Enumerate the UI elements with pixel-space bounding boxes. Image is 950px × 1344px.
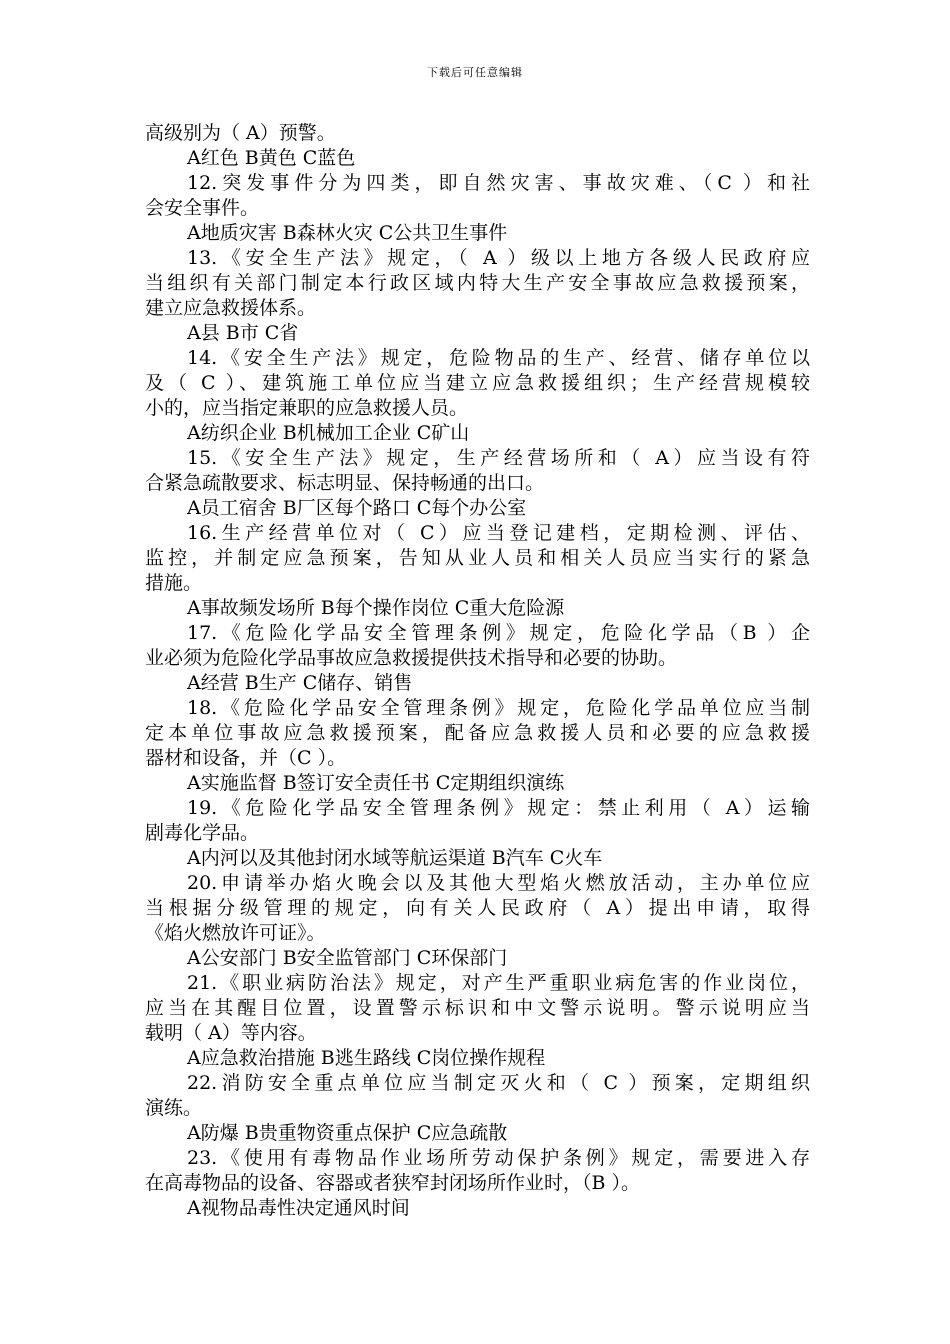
text-line: A视物品毒性决定通风时间 <box>187 1197 410 1219</box>
text-line: A实施监督 B签订安全责任书 C定期组织演练 <box>187 772 565 794</box>
text-line: 15.《安全生产法》规定，生产经营场所和（ A）应当设有符 <box>187 447 810 469</box>
text-line: 监控，并制定应急预案，告知从业人员和相关人员应当实行的紧急 <box>145 547 810 569</box>
text-line: A员工宿舍 B厂区每个路口 C每个办公室 <box>187 497 527 519</box>
text-line: 业必须为危险化学品事故应急救援提供技术指导和必要的协助。 <box>145 647 678 669</box>
text-line: A纺织企业 B机械加工企业 C矿山 <box>187 422 470 444</box>
text-line: 小的，应当指定兼职的应急救援人员。 <box>145 397 469 419</box>
text-line: 应当在其醒目位置，设置警示标识和中文警示说明。警示说明应当 <box>145 997 810 1019</box>
text-line: 20.申请举办焰火晚会以及其他大型焰火燃放活动，主办单位应 <box>187 872 810 894</box>
text-line: 13.《安全生产法》规定，（ A ）级以上地方各级人民政府应 <box>187 247 810 269</box>
text-line: A应急救治措施 B逃生路线 C岗位操作规程 <box>187 1047 546 1069</box>
text-line: 当组织有关部门制定本行政区域内特大生产安全事故应急救援预案， <box>145 272 810 294</box>
text-line: 《焰火燃放许可证》。 <box>145 922 326 944</box>
text-line: 19.《危险化学品安全管理条例》规定：禁止利用（ A）运输 <box>187 797 810 819</box>
text-line: A内河以及其他封闭水域等航运渠道 B汽车 C火车 <box>187 847 603 869</box>
text-line: 载明（ A）等内容。 <box>145 1022 317 1044</box>
text-line: 18.《危险化学品安全管理条例》规定，危险化学品单位应当制 <box>187 697 810 719</box>
text-line: A防爆 B贵重物资重点保护 C应急疏散 <box>187 1122 508 1144</box>
text-line: 12.突发事件分为四类，即自然灾害、事故灾难、（C ）和社 <box>187 172 810 194</box>
text-line: 在高毒物品的设备、容器或者狭窄封闭场所作业时，（B ）。 <box>145 1172 641 1194</box>
text-line: A公安部门 B安全监管部门 C环保部门 <box>187 947 508 969</box>
text-line: 16.生产经营单位对（ C）应当登记建档，定期检测、评估、 <box>187 522 810 544</box>
text-line: A经营 B生产 C储存、销售 <box>187 672 413 694</box>
text-line: A红色 B黄色 C蓝色 <box>187 147 356 169</box>
text-line: 会安全事件。 <box>145 197 260 219</box>
text-line: 合紧急疏散要求、标志明显、保持畅通的出口。 <box>145 472 545 494</box>
text-line: 及（ C ）、建筑施工单位应当建立应急救援组织；生产经营规模较 <box>145 372 810 394</box>
page-header: 下载后可任意编辑 <box>427 66 523 79</box>
text-line: 22.消防安全重点单位应当制定灭火和（ C ）预案，定期组织 <box>187 1072 810 1094</box>
text-line: A县 B市 C省 <box>187 322 299 344</box>
text-line: A地质灾害 B森林火灾 C公共卫生事件 <box>187 222 508 244</box>
text-line: 高级别为（ A）预警。 <box>145 122 336 144</box>
text-line: 定本单位事故应急救援预案，配备应急救援人员和必要的应急救援 <box>145 722 810 744</box>
text-line: 演练。 <box>145 1097 203 1119</box>
text-line: 剧毒化学品。 <box>145 822 260 844</box>
text-line: 当根据分级管理的规定，向有关人民政府（ A）提出申请，取得 <box>145 897 810 919</box>
text-line: 23.《使用有毒物品作业场所劳动保护条例》规定，需要进入存 <box>187 1147 810 1169</box>
document-body <box>145 121 810 1221</box>
text-line: 14.《安全生产法》规定，危险物品的生产、经营、储存单位以 <box>187 347 810 369</box>
text-line: 21.《职业病防治法》规定，对产生严重职业病危害的作业岗位， <box>187 972 810 994</box>
text-line: 器材和设备，并（C ）。 <box>145 747 347 769</box>
text-line: 建立应急救援体系。 <box>145 297 317 319</box>
text-line: 17.《危险化学品安全管理条例》规定，危险化学品（B ）企 <box>187 622 810 644</box>
text-line: A事故频发场所 B每个操作岗位 C重大危险源 <box>187 597 565 619</box>
text-line: 措施。 <box>145 572 203 594</box>
